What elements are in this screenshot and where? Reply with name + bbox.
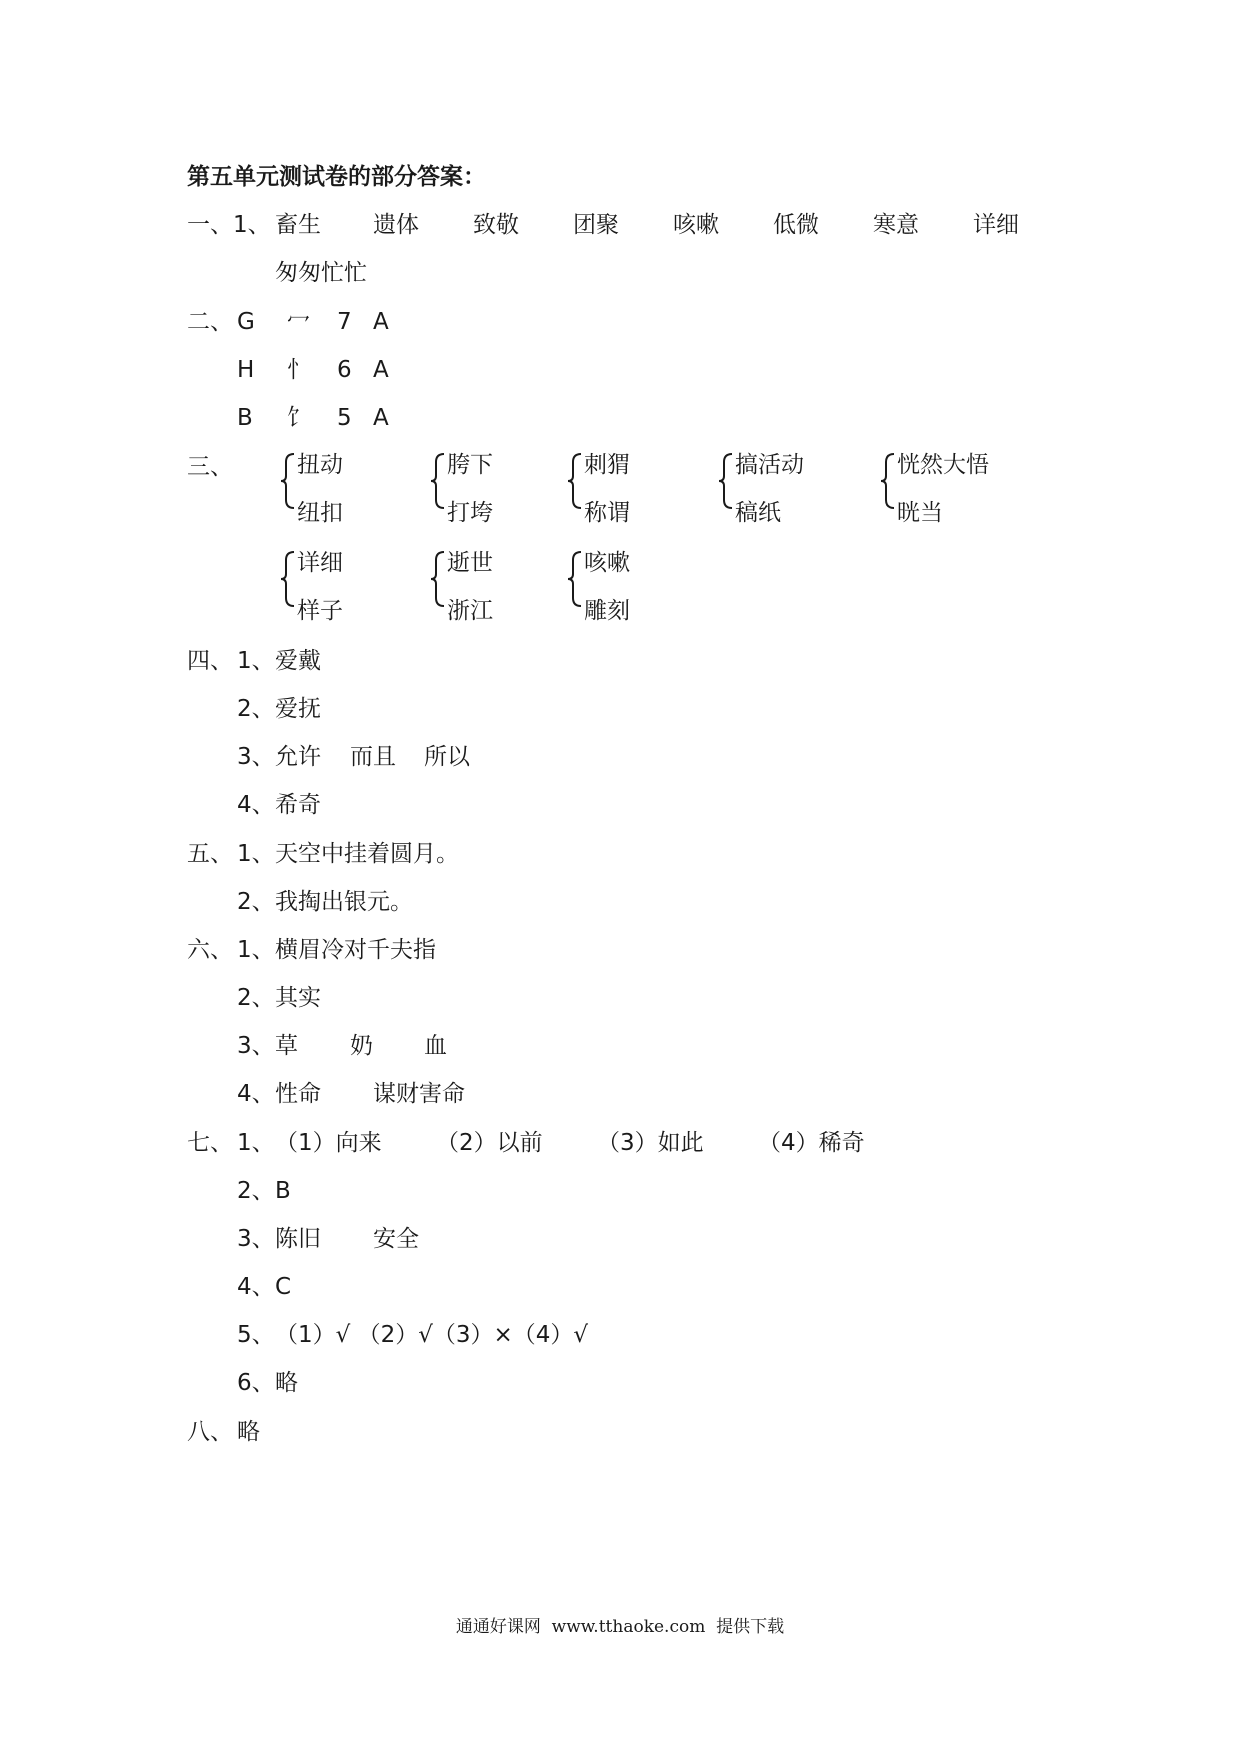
answer-text: （1）向来 [275, 1130, 382, 1156]
section-2-strokes: 6 [337, 357, 352, 383]
answer-text: （3）如此 [597, 1130, 704, 1156]
section-1-word: 寒意 [873, 212, 919, 238]
answer-text: 天空中挂着圆月。 [275, 841, 459, 867]
item-number: 4、 [237, 792, 275, 818]
section-7-number: 七、 [187, 1130, 233, 1156]
answer-text: 我掏出银元。 [275, 889, 413, 915]
section-1-word: 遗体 [373, 212, 419, 238]
page-title: 第五单元测试卷的部分答案： [187, 164, 486, 190]
section-2-letter: B [237, 405, 253, 431]
brace-icon [280, 550, 296, 608]
item-number: 2、 [237, 696, 275, 722]
brace-icon [567, 550, 583, 608]
word-pair-top: 逝世 [447, 550, 493, 576]
section-1-word: 畜生 [275, 212, 321, 238]
item-number: 1、 [237, 648, 275, 674]
answer-text: （1）√ （2）√（3）×（4）√ [275, 1322, 589, 1348]
answer-text: 爱戴 [275, 648, 321, 674]
answer-text: （2）以前 [436, 1130, 543, 1156]
answer-text: 略 [237, 1419, 260, 1445]
word-pair-bottom: 打垮 [447, 500, 493, 526]
brace-icon [280, 452, 296, 510]
answer-text: 奶 [350, 1033, 373, 1059]
section-2-choice: A [373, 405, 389, 431]
section-1-word: 详细 [973, 212, 1019, 238]
word-pair-top: 搞活动 [735, 452, 804, 478]
section-2-letter: H [237, 357, 255, 383]
section-2-letter: G [237, 309, 255, 335]
item-number: 1、 [237, 937, 275, 963]
item-number: 2、 [237, 1178, 275, 1204]
section-2-choice: A [373, 357, 389, 383]
section-8-number: 八、 [187, 1419, 233, 1445]
item-number: 1、 [237, 1130, 275, 1156]
answer-text: B [275, 1178, 291, 1204]
answer-text: 略 [275, 1370, 298, 1396]
brace-icon [718, 452, 734, 510]
item-number: 4、 [237, 1081, 275, 1107]
answer-text: 性命 [275, 1081, 321, 1107]
answer-text: 陈旧 [275, 1226, 321, 1252]
answer-text: （4）稀奇 [758, 1130, 865, 1156]
word-pair-top: 咳嗽 [584, 550, 630, 576]
item-number: 3、 [237, 744, 275, 770]
brace-icon [430, 550, 446, 608]
word-pair-top: 恍然大悟 [897, 452, 989, 478]
item-number: 3、 [237, 1033, 275, 1059]
section-4-number: 四、 [187, 648, 233, 674]
section-2-radical: 饣 [287, 405, 310, 431]
answer-text: 爱抚 [275, 696, 321, 722]
answer-text: 希奇 [275, 792, 321, 818]
section-3-number: 三、 [187, 454, 233, 480]
word-pair-top: 胯下 [447, 452, 493, 478]
answer-text: 而且 [350, 744, 396, 770]
section-2-radical: 忄 [287, 357, 310, 383]
page-footer: 通通好课网 www.tthaoke.com 提供下载 [455, 1617, 785, 1637]
item-number: 1、 [237, 841, 275, 867]
brace-icon [880, 452, 896, 510]
brace-icon [430, 452, 446, 510]
brace-icon [567, 452, 583, 510]
answer-text: 草 [275, 1033, 298, 1059]
section-1-word: 咳嗽 [673, 212, 719, 238]
answer-text: 安全 [373, 1226, 419, 1252]
item-number: 2、 [237, 889, 275, 915]
section-2-number: 二、 [187, 309, 233, 335]
section-1-word: 团聚 [573, 212, 619, 238]
word-pair-bottom: 称谓 [584, 500, 630, 526]
answer-text: 所以 [424, 744, 470, 770]
word-pair-bottom: 样子 [297, 598, 343, 624]
section-5-number: 五、 [187, 841, 233, 867]
answer-text: 其实 [275, 985, 321, 1011]
word-pair-top: 刺猬 [584, 452, 630, 478]
section-2-strokes: 7 [337, 309, 352, 335]
section-2-radical: 冖 [287, 309, 310, 335]
word-pair-bottom: 晄当 [897, 500, 943, 526]
item-number: 2、 [237, 985, 275, 1011]
word-pair-top: 详细 [297, 550, 343, 576]
item-number: 6、 [237, 1370, 275, 1396]
item-number: 3、 [237, 1226, 275, 1252]
section-1-word: 致敬 [473, 212, 519, 238]
answer-text: 血 [424, 1033, 447, 1059]
section-1-word: 低微 [773, 212, 819, 238]
word-pair-bottom: 稿纸 [735, 500, 781, 526]
word-pair-bottom: 雕刻 [584, 598, 630, 624]
answer-text: C [275, 1274, 292, 1300]
section-2-choice: A [373, 309, 389, 335]
section-2-strokes: 5 [337, 405, 352, 431]
section-1-number: 一、1、 [187, 212, 271, 238]
section-1-word: 匆匆忙忙 [275, 260, 367, 286]
item-number: 5、 [237, 1322, 275, 1348]
answer-text: 谋财害命 [373, 1081, 465, 1107]
answer-text: 横眉冷对千夫指 [275, 937, 436, 963]
item-number: 4、 [237, 1274, 275, 1300]
word-pair-top: 扭动 [297, 452, 343, 478]
answer-text: 允许 [275, 744, 321, 770]
word-pair-bottom: 纽扣 [297, 500, 343, 526]
section-6-number: 六、 [187, 937, 233, 963]
word-pair-bottom: 浙江 [447, 598, 493, 624]
